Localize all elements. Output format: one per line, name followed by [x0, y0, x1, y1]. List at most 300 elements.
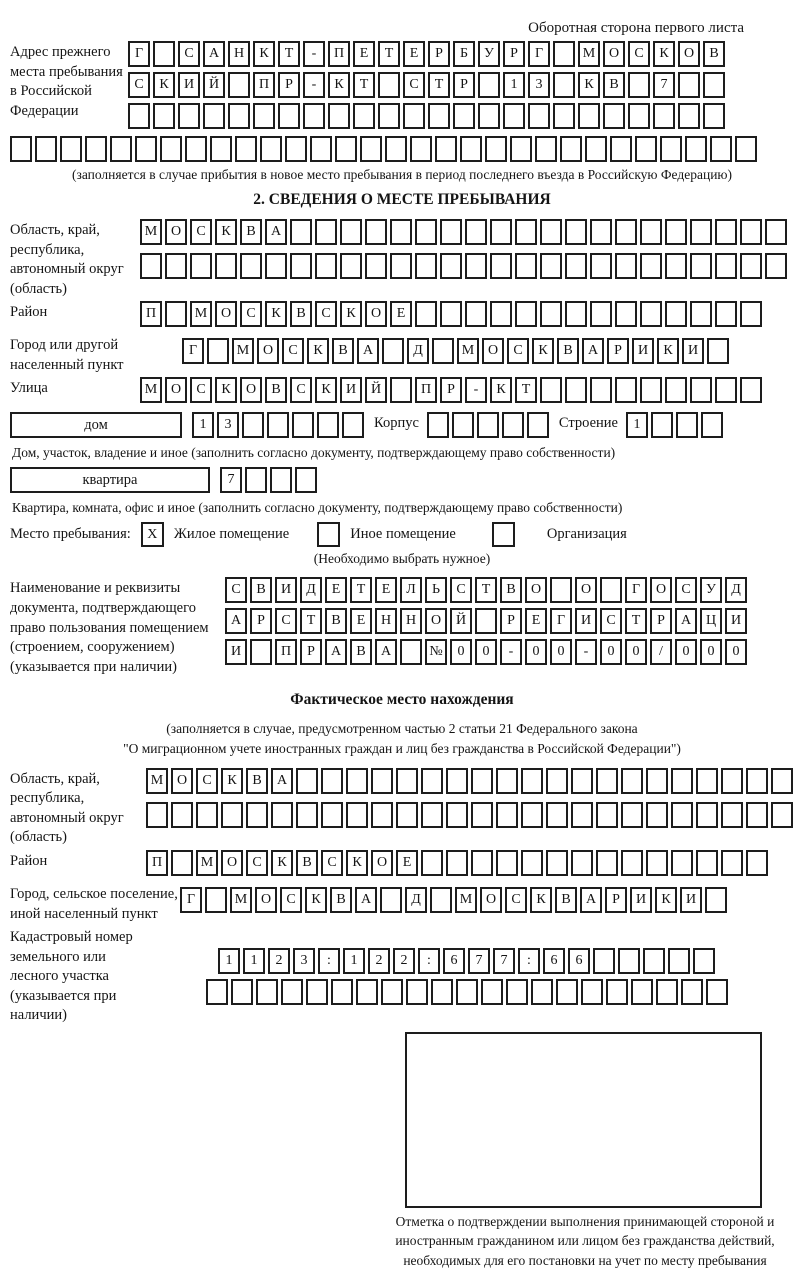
char-cell: [346, 768, 368, 794]
char-cell: [245, 467, 267, 493]
char-cell: А: [203, 41, 225, 67]
kvartira-note: Квартира, комната, офис и иное (заполнить согласно документу, подтверждающему право собственности): [12, 500, 623, 516]
char-cell: [646, 850, 668, 876]
fact-note-line-2: "О миграционном учете иностранных граждан и лиц без гражданства в Российской Федерации"): [123, 741, 681, 757]
char-cell: [465, 219, 487, 245]
char-cell: [390, 253, 412, 279]
char-cell: [646, 768, 668, 794]
fact-oblast-cells-2: [146, 802, 794, 828]
char-cell: О: [425, 608, 447, 634]
char-cell: [621, 768, 643, 794]
char-cell: [765, 253, 787, 279]
char-cell: 0: [625, 639, 647, 665]
char-cell: [521, 802, 543, 828]
char-cell: [746, 802, 768, 828]
char-cell: С: [280, 887, 302, 913]
char-cell: :: [418, 948, 440, 974]
char-cell: [635, 136, 657, 162]
char-cell: Е: [350, 608, 372, 634]
char-cell: [310, 136, 332, 162]
char-cell: [317, 412, 339, 438]
char-cell: [496, 850, 518, 876]
char-cell: [428, 103, 450, 129]
char-cell: [490, 219, 512, 245]
char-cell: [231, 979, 253, 1005]
char-cell: А: [375, 639, 397, 665]
char-cell: [715, 301, 737, 327]
char-cell: О: [365, 301, 387, 327]
char-cell: К: [655, 887, 677, 913]
char-cell: К: [271, 850, 293, 876]
char-cell: Т: [350, 577, 372, 603]
stroenie-cells: [626, 412, 723, 438]
char-cell: [270, 467, 292, 493]
char-cell: [521, 768, 543, 794]
char-cell: Е: [375, 577, 397, 603]
char-cell: [390, 377, 412, 403]
char-cell: 1: [503, 72, 525, 98]
char-cell: С: [196, 768, 218, 794]
char-cell: Е: [403, 41, 425, 67]
char-cell: [481, 979, 503, 1005]
char-cell: [615, 377, 637, 403]
char-cell: О: [482, 338, 504, 364]
char-cell: [553, 72, 575, 98]
char-cell: [590, 377, 612, 403]
char-cell: О: [240, 377, 262, 403]
char-cell: [553, 41, 575, 67]
char-cell: [615, 253, 637, 279]
char-cell: В: [290, 301, 312, 327]
char-cell: [203, 103, 225, 129]
char-cell: [185, 136, 207, 162]
char-cell: [371, 802, 393, 828]
char-cell: [596, 802, 618, 828]
stay-checkbox-inoe: [317, 522, 340, 547]
char-cell: [475, 608, 497, 634]
char-cell: Й: [203, 72, 225, 98]
char-cell: [621, 802, 643, 828]
char-cell: [640, 377, 662, 403]
char-cell: [295, 467, 317, 493]
char-cell: -: [465, 377, 487, 403]
char-cell: [465, 253, 487, 279]
char-cell: О: [525, 577, 547, 603]
stamp-box: [405, 1032, 762, 1208]
char-cell: [35, 136, 57, 162]
char-cell: Н: [375, 608, 397, 634]
char-cell: Т: [378, 41, 400, 67]
prev-address-row-2: [128, 72, 794, 98]
char-cell: [365, 219, 387, 245]
char-cell: [690, 377, 712, 403]
char-cell: [740, 377, 762, 403]
char-cell: [715, 219, 737, 245]
char-cell: Д: [300, 577, 322, 603]
char-cell: Н: [228, 41, 250, 67]
char-cell: [382, 338, 404, 364]
char-cell: Т: [353, 72, 375, 98]
fact-oblast-cells-1: [146, 768, 794, 794]
char-cell: [696, 850, 718, 876]
char-cell: [306, 979, 328, 1005]
char-cell: [140, 253, 162, 279]
char-cell: [693, 948, 715, 974]
char-cell: [421, 802, 443, 828]
char-cell: [421, 768, 443, 794]
char-cell: [353, 103, 375, 129]
char-cell: С: [321, 850, 343, 876]
char-cell: [215, 253, 237, 279]
char-cell: [246, 802, 268, 828]
char-cell: К: [578, 72, 600, 98]
char-cell: 0: [725, 639, 747, 665]
char-cell: [281, 979, 303, 1005]
char-cell: М: [232, 338, 254, 364]
fact-note: [10, 719, 794, 760]
char-cell: В: [332, 338, 354, 364]
char-cell: [460, 136, 482, 162]
char-cell: О: [678, 41, 700, 67]
char-cell: В: [557, 338, 579, 364]
char-cell: О: [221, 850, 243, 876]
char-cell: 3: [217, 412, 239, 438]
char-cell: [571, 768, 593, 794]
char-cell: М: [230, 887, 252, 913]
char-cell: Р: [650, 608, 672, 634]
char-cell: [515, 301, 537, 327]
char-cell: И: [725, 608, 747, 634]
char-cell: 1: [218, 948, 240, 974]
char-cell: [471, 768, 493, 794]
char-cell: [696, 802, 718, 828]
char-cell: [396, 768, 418, 794]
char-cell: Г: [528, 41, 550, 67]
char-cell: К: [307, 338, 329, 364]
char-cell: Р: [453, 72, 475, 98]
char-cell: [565, 253, 587, 279]
char-cell: К: [305, 887, 327, 913]
char-cell: [581, 979, 603, 1005]
char-cell: [740, 219, 762, 245]
char-cell: [440, 253, 462, 279]
char-cell: 6: [543, 948, 565, 974]
char-cell: [546, 850, 568, 876]
char-cell: [10, 136, 32, 162]
char-cell: Й: [450, 608, 472, 634]
char-cell: [380, 887, 402, 913]
fact-note-line-1: (заполняется в случае, предусмотренном частью 2 статьи 21 Федерального закона: [166, 721, 638, 737]
char-cell: О: [255, 887, 277, 913]
char-cell: К: [346, 850, 368, 876]
char-cell: [531, 979, 553, 1005]
char-cell: [618, 948, 640, 974]
char-cell: [765, 219, 787, 245]
char-cell: [440, 219, 462, 245]
char-cell: [315, 253, 337, 279]
char-cell: 0: [525, 639, 547, 665]
fact-gorod-row: [10, 883, 794, 924]
stay-option-inoe: Иное помещение: [350, 526, 456, 543]
doc-cells-3: [225, 639, 794, 665]
char-cell: [485, 136, 507, 162]
char-cell: [701, 412, 723, 438]
char-cell: [571, 850, 593, 876]
dom-cells: [192, 412, 364, 438]
char-cell: Ц: [700, 608, 722, 634]
char-cell: [628, 72, 650, 98]
char-cell: А: [325, 639, 347, 665]
char-cell: [690, 301, 712, 327]
char-cell: [415, 219, 437, 245]
char-cell: [110, 136, 132, 162]
kvartira-cells: [220, 467, 317, 493]
char-cell: Р: [278, 72, 300, 98]
char-cell: [432, 338, 454, 364]
char-cell: [471, 850, 493, 876]
char-cell: Р: [440, 377, 462, 403]
char-cell: 1: [626, 412, 648, 438]
kvartira-label-box: квартира: [10, 467, 210, 493]
char-cell: 6: [443, 948, 465, 974]
char-cell: [685, 136, 707, 162]
fact-kadastr-row: [10, 926, 794, 1026]
char-cell: [681, 979, 703, 1005]
char-cell: [205, 887, 227, 913]
char-cell: Г: [625, 577, 647, 603]
char-cell: С: [600, 608, 622, 634]
char-cell: М: [457, 338, 479, 364]
char-cell: [540, 301, 562, 327]
char-cell: :: [518, 948, 540, 974]
char-cell: [578, 103, 600, 129]
char-cell: [271, 802, 293, 828]
char-cell: Т: [475, 577, 497, 603]
char-cell: [671, 768, 693, 794]
char-cell: [328, 103, 350, 129]
char-cell: 1: [243, 948, 265, 974]
fact-kadastr-cells-2: [206, 979, 794, 1005]
stay-checkbox-org: [492, 522, 515, 547]
fact-title: Фактическое место нахождения: [290, 691, 514, 709]
char-cell: [160, 136, 182, 162]
char-cell: М: [196, 850, 218, 876]
korpus-cells: [427, 412, 549, 438]
char-cell: С: [628, 41, 650, 67]
char-cell: С: [282, 338, 304, 364]
char-cell: [540, 253, 562, 279]
char-cell: [290, 253, 312, 279]
char-cell: [590, 253, 612, 279]
char-cell: Е: [390, 301, 412, 327]
char-cell: [527, 412, 549, 438]
char-cell: [342, 412, 364, 438]
char-cell: М: [140, 377, 162, 403]
char-cell: [668, 948, 690, 974]
char-cell: [415, 253, 437, 279]
stroenie-label: Строение: [558, 415, 618, 432]
char-cell: Р: [503, 41, 525, 67]
char-cell: Г: [180, 887, 202, 913]
char-cell: О: [575, 577, 597, 603]
char-cell: [585, 136, 607, 162]
doc-label: Наименование и реквизиты документа, подтверждающего право пользования помещением (строением, сооружением) (указывается при наличии): [10, 580, 209, 675]
char-cell: [610, 136, 632, 162]
section2-raion-label: Район: [10, 304, 48, 321]
char-cell: [596, 768, 618, 794]
char-cell: [703, 103, 725, 129]
char-cell: [640, 253, 662, 279]
char-cell: Е: [353, 41, 375, 67]
dom-note: Дом, участок, владение и иное (заполнить согласно документу, подтверждающему право собственности): [12, 445, 616, 461]
char-cell: [550, 577, 572, 603]
char-cell: [292, 412, 314, 438]
prev-address-row-1: [128, 41, 794, 67]
char-cell: 2: [393, 948, 415, 974]
char-cell: [265, 253, 287, 279]
char-cell: -: [303, 41, 325, 67]
char-cell: [515, 219, 537, 245]
char-cell: [478, 72, 500, 98]
char-cell: К: [215, 377, 237, 403]
section2-ulitsa-cells: [140, 377, 762, 403]
char-cell: [421, 850, 443, 876]
char-cell: [478, 103, 500, 129]
char-cell: [228, 103, 250, 129]
char-cell: П: [328, 41, 350, 67]
char-cell: Ь: [425, 577, 447, 603]
section2-gorod-label: Город или другой населенный пункт: [10, 337, 124, 373]
char-cell: [378, 72, 400, 98]
char-cell: И: [225, 639, 247, 665]
char-cell: А: [271, 768, 293, 794]
char-cell: И: [340, 377, 362, 403]
char-cell: [678, 72, 700, 98]
char-cell: [178, 103, 200, 129]
char-cell: [456, 979, 478, 1005]
char-cell: С: [315, 301, 337, 327]
char-cell: [490, 301, 512, 327]
char-cell: 0: [700, 639, 722, 665]
char-cell: Д: [725, 577, 747, 603]
char-cell: [651, 412, 673, 438]
char-cell: 0: [450, 639, 472, 665]
char-cell: О: [650, 577, 672, 603]
char-cell: [665, 377, 687, 403]
char-cell: [128, 103, 150, 129]
char-cell: [703, 72, 725, 98]
char-cell: [496, 768, 518, 794]
char-cell: Р: [428, 41, 450, 67]
char-cell: [771, 768, 793, 794]
char-cell: В: [265, 377, 287, 403]
char-cell: Л: [400, 577, 422, 603]
char-cell: [615, 301, 637, 327]
char-cell: [603, 103, 625, 129]
char-cell: К: [490, 377, 512, 403]
char-cell: И: [632, 338, 654, 364]
char-cell: [678, 103, 700, 129]
char-cell: 2: [268, 948, 290, 974]
char-cell: -: [500, 639, 522, 665]
char-cell: [746, 768, 768, 794]
char-cell: И: [682, 338, 704, 364]
char-cell: С: [225, 577, 247, 603]
char-cell: П: [275, 639, 297, 665]
char-cell: [640, 301, 662, 327]
stay-option-zhiloe: Жилое помещение: [173, 526, 290, 543]
char-cell: [707, 338, 729, 364]
char-cell: К: [221, 768, 243, 794]
char-cell: [740, 301, 762, 327]
char-cell: [490, 253, 512, 279]
char-cell: О: [480, 887, 502, 913]
char-cell: [565, 219, 587, 245]
char-cell: В: [330, 887, 352, 913]
char-cell: [385, 136, 407, 162]
char-cell: [256, 979, 278, 1005]
char-cell: [571, 802, 593, 828]
fact-raion-label: Район: [10, 852, 48, 869]
char-cell: И: [630, 887, 652, 913]
char-cell: [735, 136, 757, 162]
char-cell: [596, 850, 618, 876]
char-cell: [365, 253, 387, 279]
char-cell: -: [575, 639, 597, 665]
char-cell: [403, 103, 425, 129]
char-cell: [221, 802, 243, 828]
char-cell: [165, 253, 187, 279]
char-cell: [496, 802, 518, 828]
char-cell: [565, 377, 587, 403]
char-cell: [560, 136, 582, 162]
char-cell: [565, 301, 587, 327]
char-cell: [210, 136, 232, 162]
char-cell: А: [675, 608, 697, 634]
char-cell: [665, 219, 687, 245]
char-cell: [715, 377, 737, 403]
char-cell: [671, 802, 693, 828]
char-cell: [771, 802, 793, 828]
char-cell: В: [325, 608, 347, 634]
char-cell: /: [650, 639, 672, 665]
prev-address-label: Адрес прежнего места пребывания в Российской Федерации: [10, 44, 123, 119]
corner-note: Оборотная сторона первого листа: [528, 20, 744, 36]
char-cell: [690, 253, 712, 279]
char-cell: В: [350, 639, 372, 665]
char-cell: [296, 768, 318, 794]
char-cell: [628, 103, 650, 129]
char-cell: П: [140, 301, 162, 327]
char-cell: [446, 850, 468, 876]
char-cell: П: [415, 377, 437, 403]
char-cell: [676, 412, 698, 438]
char-cell: И: [575, 608, 597, 634]
char-cell: [321, 802, 343, 828]
stay-checkbox-zhiloe: X: [141, 522, 164, 547]
char-cell: [267, 412, 289, 438]
section2-dom-row: [10, 412, 794, 443]
char-cell: [146, 802, 168, 828]
char-cell: [206, 979, 228, 1005]
char-cell: [615, 219, 637, 245]
char-cell: [721, 768, 743, 794]
char-cell: Р: [607, 338, 629, 364]
section2-raion-row: [10, 301, 794, 332]
char-cell: О: [603, 41, 625, 67]
char-cell: С: [190, 377, 212, 403]
char-cell: [153, 103, 175, 129]
